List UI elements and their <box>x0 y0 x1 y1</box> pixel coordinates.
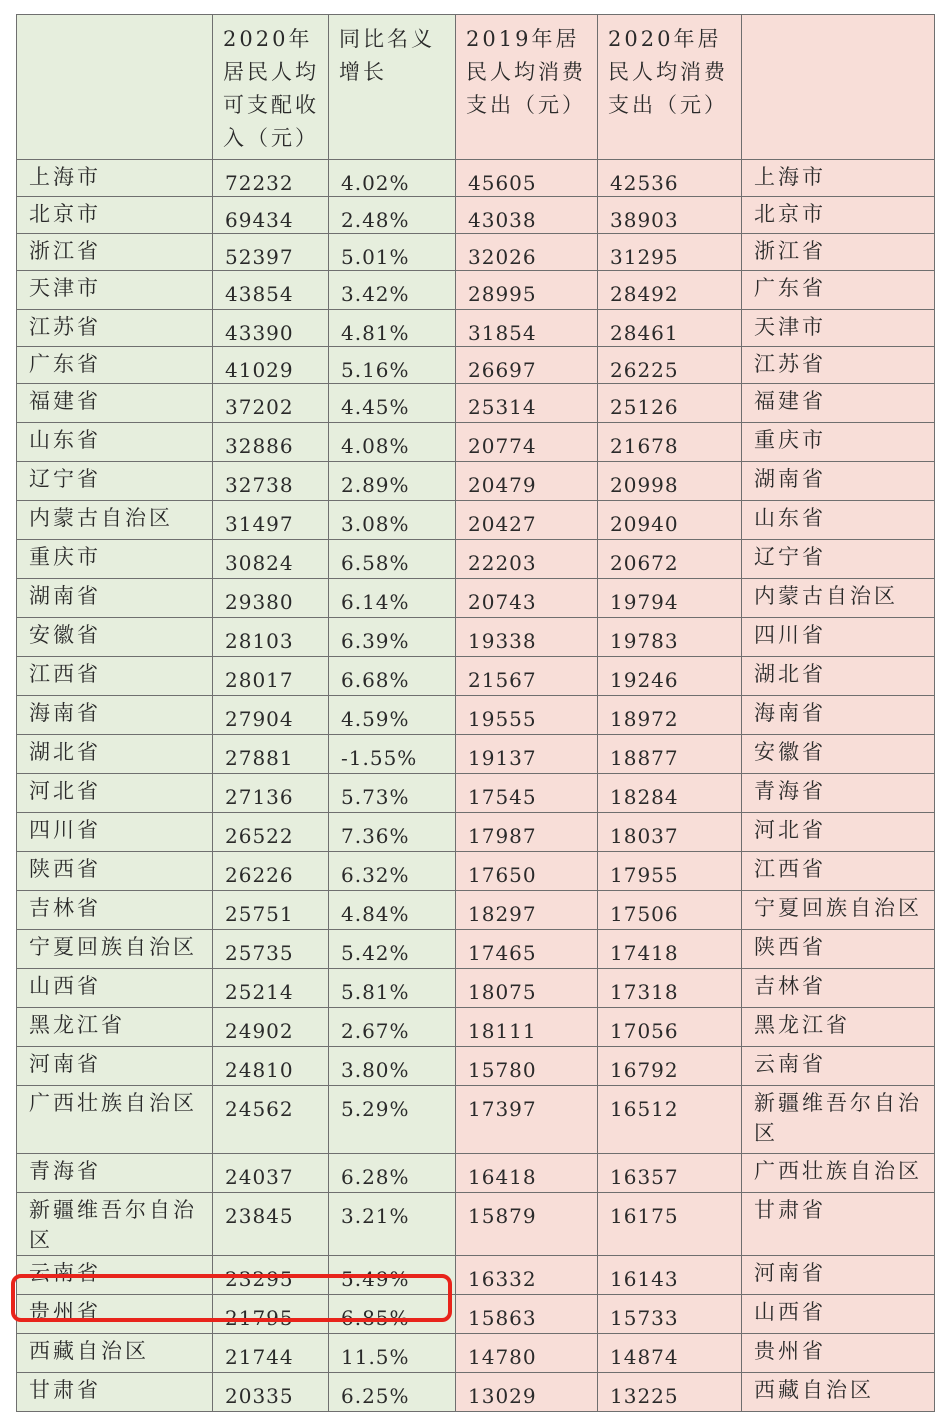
cell-income: 32886 <box>213 423 329 462</box>
cell-rank: 四川省 <box>742 618 935 657</box>
cell-growth: 6.85% <box>329 1295 456 1334</box>
cell-spend-2020: 16512 <box>598 1086 742 1154</box>
cell-province: 海南省 <box>17 696 213 735</box>
cell-spend-2019: 14780 <box>456 1334 598 1373</box>
cell-spend-2020: 17318 <box>598 969 742 1008</box>
cell-income: 24562 <box>213 1086 329 1154</box>
cell-spend-2019: 21567 <box>456 657 598 696</box>
cell-spend-2020: 13225 <box>598 1373 742 1412</box>
table-row <box>17 501 935 540</box>
cell-province: 贵州省 <box>17 1295 213 1334</box>
cell-growth: 3.42% <box>329 271 456 310</box>
data-table-container <box>16 14 934 1412</box>
cell-growth: 5.29% <box>329 1086 456 1154</box>
cell-growth: 4.08% <box>329 423 456 462</box>
cell-spend-2020: 20998 <box>598 462 742 501</box>
cell-province: 山东省 <box>17 423 213 462</box>
cell-growth: 4.59% <box>329 696 456 735</box>
table-row <box>17 1047 935 1086</box>
cell-rank: 陕西省 <box>742 930 935 969</box>
cell-spend-2019: 15863 <box>456 1295 598 1334</box>
cell-spend-2020: 18037 <box>598 813 742 852</box>
cell-income: 21744 <box>213 1334 329 1373</box>
table-row <box>17 657 935 696</box>
cell-rank: 安徽省 <box>742 735 935 774</box>
cell-growth: 3.80% <box>329 1047 456 1086</box>
cell-growth: 4.45% <box>329 384 456 423</box>
cell-spend-2020: 14874 <box>598 1334 742 1373</box>
cell-spend-2020: 18972 <box>598 696 742 735</box>
table-row <box>17 1373 935 1412</box>
cell-spend-2020: 42536 <box>598 160 742 197</box>
cell-spend-2019: 16418 <box>456 1154 598 1193</box>
cell-spend-2020: 19794 <box>598 579 742 618</box>
cell-province: 江西省 <box>17 657 213 696</box>
cell-province: 浙江省 <box>17 234 213 271</box>
cell-rank: 重庆市 <box>742 423 935 462</box>
table-row <box>17 347 935 384</box>
cell-income: 30824 <box>213 540 329 579</box>
table-row <box>17 618 935 657</box>
cell-spend-2020: 21678 <box>598 423 742 462</box>
cell-income: 41029 <box>213 347 329 384</box>
cell-province: 河南省 <box>17 1047 213 1086</box>
cell-growth: 5.42% <box>329 930 456 969</box>
cell-province: 山西省 <box>17 969 213 1008</box>
cell-growth: -1.55% <box>329 735 456 774</box>
cell-growth: 5.16% <box>329 347 456 384</box>
table-row <box>17 384 935 423</box>
cell-rank: 浙江省 <box>742 234 935 271</box>
cell-spend-2020: 19783 <box>598 618 742 657</box>
cell-income: 29380 <box>213 579 329 618</box>
cell-rank: 河北省 <box>742 813 935 852</box>
cell-income: 28103 <box>213 618 329 657</box>
table-row <box>17 813 935 852</box>
cell-spend-2020: 20672 <box>598 540 742 579</box>
cell-spend-2020: 16357 <box>598 1154 742 1193</box>
cell-spend-2019: 32026 <box>456 234 598 271</box>
table-row <box>17 1008 935 1047</box>
cell-spend-2019: 43038 <box>456 197 598 234</box>
cell-income: 28017 <box>213 657 329 696</box>
cell-income: 27881 <box>213 735 329 774</box>
cell-spend-2020: 16143 <box>598 1256 742 1295</box>
cell-income: 25751 <box>213 891 329 930</box>
table-row <box>17 197 935 234</box>
header-spend-2020: 2020年居民人均消费支出（元） <box>598 15 742 160</box>
table-row <box>17 1295 935 1334</box>
cell-spend-2019: 13029 <box>456 1373 598 1412</box>
cell-income: 26522 <box>213 813 329 852</box>
header-spend-2019: 2019年居民人均消费支出（元） <box>456 15 598 160</box>
cell-income: 43390 <box>213 310 329 347</box>
cell-growth: 5.73% <box>329 774 456 813</box>
cell-growth: 5.49% <box>329 1256 456 1295</box>
cell-spend-2020: 16175 <box>598 1193 742 1256</box>
cell-income: 24810 <box>213 1047 329 1086</box>
cell-income: 27136 <box>213 774 329 813</box>
cell-spend-2020: 25126 <box>598 384 742 423</box>
cell-income: 31497 <box>213 501 329 540</box>
cell-growth: 6.25% <box>329 1373 456 1412</box>
table-row <box>17 1256 935 1295</box>
cell-rank: 新疆维吾尔自治区 <box>742 1086 935 1154</box>
cell-rank: 辽宁省 <box>742 540 935 579</box>
cell-province: 北京市 <box>17 197 213 234</box>
cell-rank: 宁夏回族自治区 <box>742 891 935 930</box>
cell-income: 32738 <box>213 462 329 501</box>
cell-spend-2019: 20743 <box>456 579 598 618</box>
cell-income: 37202 <box>213 384 329 423</box>
table-row <box>17 1193 935 1256</box>
cell-province: 甘肃省 <box>17 1373 213 1412</box>
cell-income: 21795 <box>213 1295 329 1334</box>
cell-income: 23295 <box>213 1256 329 1295</box>
cell-province: 陕西省 <box>17 852 213 891</box>
cell-rank: 天津市 <box>742 310 935 347</box>
cell-rank: 吉林省 <box>742 969 935 1008</box>
cell-spend-2019: 18111 <box>456 1008 598 1047</box>
cell-province: 青海省 <box>17 1154 213 1193</box>
cell-spend-2020: 26225 <box>598 347 742 384</box>
cell-growth: 4.02% <box>329 160 456 197</box>
cell-income: 69434 <box>213 197 329 234</box>
cell-spend-2019: 17545 <box>456 774 598 813</box>
header-income-2020: 2020年居民人均可支配收入（元） <box>213 15 329 160</box>
cell-income: 52397 <box>213 234 329 271</box>
cell-income: 23845 <box>213 1193 329 1256</box>
cell-spend-2019: 18297 <box>456 891 598 930</box>
header-growth: 同比名义增长 <box>329 15 456 160</box>
cell-growth: 2.67% <box>329 1008 456 1047</box>
cell-growth: 4.81% <box>329 310 456 347</box>
cell-spend-2019: 19555 <box>456 696 598 735</box>
cell-rank: 云南省 <box>742 1047 935 1086</box>
cell-spend-2020: 31295 <box>598 234 742 271</box>
cell-income: 20335 <box>213 1373 329 1412</box>
cell-province: 福建省 <box>17 384 213 423</box>
cell-spend-2019: 16332 <box>456 1256 598 1295</box>
cell-rank: 西藏自治区 <box>742 1373 935 1412</box>
cell-province: 安徽省 <box>17 618 213 657</box>
cell-growth: 4.84% <box>329 891 456 930</box>
table-header-row <box>17 15 935 160</box>
table-row <box>17 423 935 462</box>
cell-rank: 广西壮族自治区 <box>742 1154 935 1193</box>
cell-growth: 5.01% <box>329 234 456 271</box>
table-row <box>17 891 935 930</box>
cell-growth: 6.58% <box>329 540 456 579</box>
cell-income: 24037 <box>213 1154 329 1193</box>
cell-spend-2019: 17465 <box>456 930 598 969</box>
cell-spend-2019: 17397 <box>456 1086 598 1154</box>
table-row <box>17 1086 935 1154</box>
cell-spend-2020: 17056 <box>598 1008 742 1047</box>
cell-province: 云南省 <box>17 1256 213 1295</box>
cell-rank: 北京市 <box>742 197 935 234</box>
cell-income: 25735 <box>213 930 329 969</box>
cell-spend-2019: 17987 <box>456 813 598 852</box>
cell-spend-2019: 45605 <box>456 160 598 197</box>
cell-rank: 上海市 <box>742 160 935 197</box>
cell-spend-2020: 16792 <box>598 1047 742 1086</box>
cell-spend-2020: 38903 <box>598 197 742 234</box>
cell-spend-2019: 28995 <box>456 271 598 310</box>
header-province <box>17 15 213 160</box>
cell-spend-2020: 28492 <box>598 271 742 310</box>
cell-province: 四川省 <box>17 813 213 852</box>
cell-rank: 内蒙古自治区 <box>742 579 935 618</box>
cell-growth: 3.08% <box>329 501 456 540</box>
table-body <box>17 160 935 1412</box>
cell-province: 重庆市 <box>17 540 213 579</box>
cell-province: 新疆维吾尔自治区 <box>17 1193 213 1256</box>
cell-province: 天津市 <box>17 271 213 310</box>
cell-rank: 福建省 <box>742 384 935 423</box>
cell-province: 黑龙江省 <box>17 1008 213 1047</box>
table-row <box>17 774 935 813</box>
cell-spend-2020: 18284 <box>598 774 742 813</box>
cell-province: 内蒙古自治区 <box>17 501 213 540</box>
table-row <box>17 271 935 310</box>
cell-province: 江苏省 <box>17 310 213 347</box>
cell-spend-2019: 19137 <box>456 735 598 774</box>
cell-spend-2019: 25314 <box>456 384 598 423</box>
cell-income: 25214 <box>213 969 329 1008</box>
cell-rank: 湖南省 <box>742 462 935 501</box>
cell-province: 湖北省 <box>17 735 213 774</box>
cell-province: 广西壮族自治区 <box>17 1086 213 1154</box>
table-row <box>17 930 935 969</box>
cell-rank: 海南省 <box>742 696 935 735</box>
table-row <box>17 969 935 1008</box>
cell-growth: 11.5% <box>329 1334 456 1373</box>
cell-growth: 6.39% <box>329 618 456 657</box>
cell-spend-2020: 18877 <box>598 735 742 774</box>
table-row <box>17 696 935 735</box>
cell-growth: 6.32% <box>329 852 456 891</box>
income-consumption-table <box>16 14 935 1412</box>
cell-growth: 6.68% <box>329 657 456 696</box>
cell-spend-2020: 17506 <box>598 891 742 930</box>
table-row <box>17 462 935 501</box>
cell-spend-2019: 20479 <box>456 462 598 501</box>
cell-growth: 2.48% <box>329 197 456 234</box>
cell-spend-2020: 28461 <box>598 310 742 347</box>
cell-income: 24902 <box>213 1008 329 1047</box>
cell-province: 宁夏回族自治区 <box>17 930 213 969</box>
cell-spend-2019: 31854 <box>456 310 598 347</box>
table-row <box>17 234 935 271</box>
cell-spend-2019: 17650 <box>456 852 598 891</box>
cell-spend-2019: 20774 <box>456 423 598 462</box>
cell-spend-2020: 17418 <box>598 930 742 969</box>
cell-province: 上海市 <box>17 160 213 197</box>
cell-province: 广东省 <box>17 347 213 384</box>
cell-rank: 河南省 <box>742 1256 935 1295</box>
table-row <box>17 540 935 579</box>
cell-rank: 湖北省 <box>742 657 935 696</box>
cell-growth: 6.14% <box>329 579 456 618</box>
cell-growth: 5.81% <box>329 969 456 1008</box>
cell-rank: 甘肃省 <box>742 1193 935 1256</box>
table-row <box>17 852 935 891</box>
cell-spend-2020: 19246 <box>598 657 742 696</box>
table-row <box>17 310 935 347</box>
cell-rank: 贵州省 <box>742 1334 935 1373</box>
cell-spend-2020: 15733 <box>598 1295 742 1334</box>
cell-growth: 6.28% <box>329 1154 456 1193</box>
cell-spend-2019: 15780 <box>456 1047 598 1086</box>
table-row <box>17 579 935 618</box>
cell-province: 湖南省 <box>17 579 213 618</box>
cell-income: 72232 <box>213 160 329 197</box>
cell-spend-2019: 18075 <box>456 969 598 1008</box>
cell-rank: 江苏省 <box>742 347 935 384</box>
cell-rank: 青海省 <box>742 774 935 813</box>
cell-rank: 山西省 <box>742 1295 935 1334</box>
cell-province: 西藏自治区 <box>17 1334 213 1373</box>
cell-spend-2019: 19338 <box>456 618 598 657</box>
table-row <box>17 735 935 774</box>
cell-growth: 3.21% <box>329 1193 456 1256</box>
cell-growth: 7.36% <box>329 813 456 852</box>
table-row <box>17 1154 935 1193</box>
cell-rank: 江西省 <box>742 852 935 891</box>
cell-province: 吉林省 <box>17 891 213 930</box>
cell-rank: 黑龙江省 <box>742 1008 935 1047</box>
cell-province: 河北省 <box>17 774 213 813</box>
cell-income: 27904 <box>213 696 329 735</box>
cell-income: 26226 <box>213 852 329 891</box>
cell-province: 辽宁省 <box>17 462 213 501</box>
cell-rank: 山东省 <box>742 501 935 540</box>
cell-spend-2019: 26697 <box>456 347 598 384</box>
cell-rank: 广东省 <box>742 271 935 310</box>
header-rank <box>742 15 935 160</box>
cell-spend-2019: 15879 <box>456 1193 598 1256</box>
table-row <box>17 160 935 197</box>
cell-spend-2020: 20940 <box>598 501 742 540</box>
cell-growth: 2.89% <box>329 462 456 501</box>
cell-spend-2019: 20427 <box>456 501 598 540</box>
table-row <box>17 1334 935 1373</box>
cell-spend-2019: 22203 <box>456 540 598 579</box>
cell-spend-2020: 17955 <box>598 852 742 891</box>
cell-income: 43854 <box>213 271 329 310</box>
